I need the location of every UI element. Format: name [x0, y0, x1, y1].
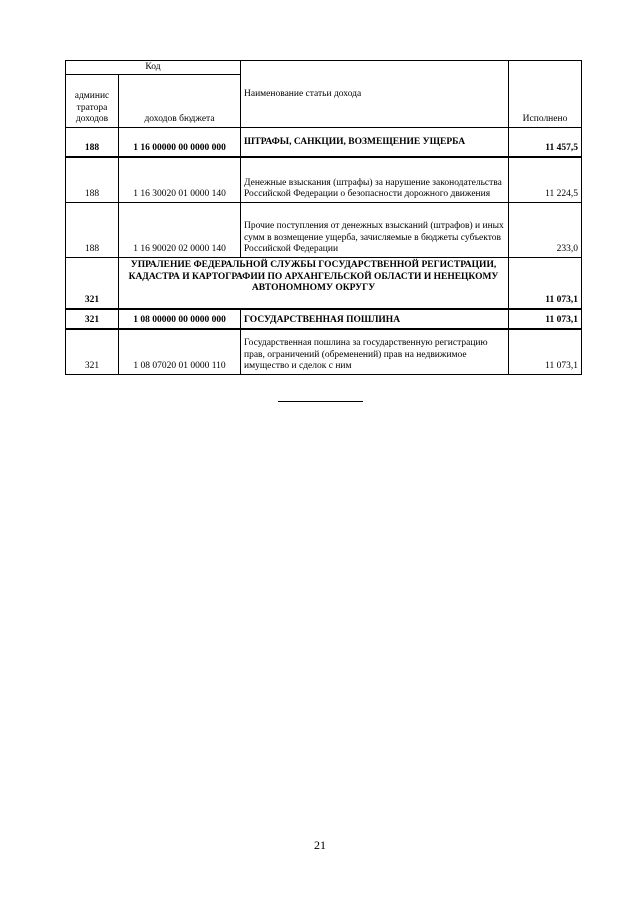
table-header-row — [66, 61, 582, 75]
row-name: ШТРАФЫ, САНКЦИИ, ВОЗМЕЩЕНИЕ УЩЕРБА — [241, 128, 509, 158]
row-code: 1 16 30020 01 0000 140 — [119, 157, 241, 203]
row-admin: 321 — [66, 309, 119, 329]
row-name: Прочие поступления от денежных взысканий (штрафов) и иных сумм в возмещение ущерба, зачисляемые в бюджеты субъектов Российской Федерации — [241, 203, 509, 258]
row-amount: 233,0 — [509, 203, 582, 258]
header-code: Код — [66, 61, 241, 75]
table-row — [66, 203, 582, 258]
row-code: 1 08 07020 01 0000 110 — [119, 329, 241, 375]
row-admin: 321 — [66, 258, 119, 310]
header-admin: админис тратора доходов — [66, 75, 119, 128]
row-code: 1 08 00000 00 0000 000 — [119, 309, 241, 329]
row-amount: 11 073,1 — [509, 309, 582, 329]
row-name: Денежные взыскания (штрафы) за нарушение законодательства Российской Федерации о безопасности дорожного движения — [241, 157, 509, 203]
row-code: 1 16 90020 02 0000 140 — [119, 203, 241, 258]
row-amount: 11 073,1 — [509, 329, 582, 375]
header-name: Наименование статьи дохода — [241, 61, 509, 128]
table-row — [66, 309, 582, 329]
row-amount: 11 224,5 — [509, 157, 582, 203]
table-row-group — [66, 258, 582, 310]
row-amount: 11 457,5 — [509, 128, 582, 158]
row-admin: 188 — [66, 203, 119, 258]
row-admin: 188 — [66, 128, 119, 158]
header-executed: Исполнено — [509, 61, 582, 128]
revenue-table — [65, 60, 582, 375]
header-income-code: доходов бюджета — [119, 75, 241, 128]
page-number: 21 — [314, 838, 326, 852]
row-amount: 11 073,1 — [509, 258, 582, 310]
table-row — [66, 329, 582, 375]
row-group-name: УПРАЛЕНИЕ ФЕДЕРАЛЬНОЙ СЛУЖБЫ ГОСУДАРСТВЕННОЙ РЕГИСТРАЦИИ, КАДАСТРА И КАРТОГРАФИИ ПО АРХАНГЕЛЬСКОЙ ОБЛАСТИ И НЕНЕЦКОМУ АВТОНОМНОМУ ОКРУГУ — [119, 258, 509, 310]
row-admin: 321 — [66, 329, 119, 375]
row-name: ГОСУДАРСТВЕННАЯ ПОШЛИНА — [241, 309, 509, 329]
table-row — [66, 128, 582, 158]
table-row — [66, 157, 582, 203]
footer-rule — [278, 401, 363, 402]
row-code: 1 16 00000 00 0000 000 — [119, 128, 241, 158]
row-admin: 188 — [66, 157, 119, 203]
row-name: Государственная пошлина за государственную регистрацию прав, ограничений (обременений) прав на недвижимое имущество и сделок с ним — [241, 329, 509, 375]
